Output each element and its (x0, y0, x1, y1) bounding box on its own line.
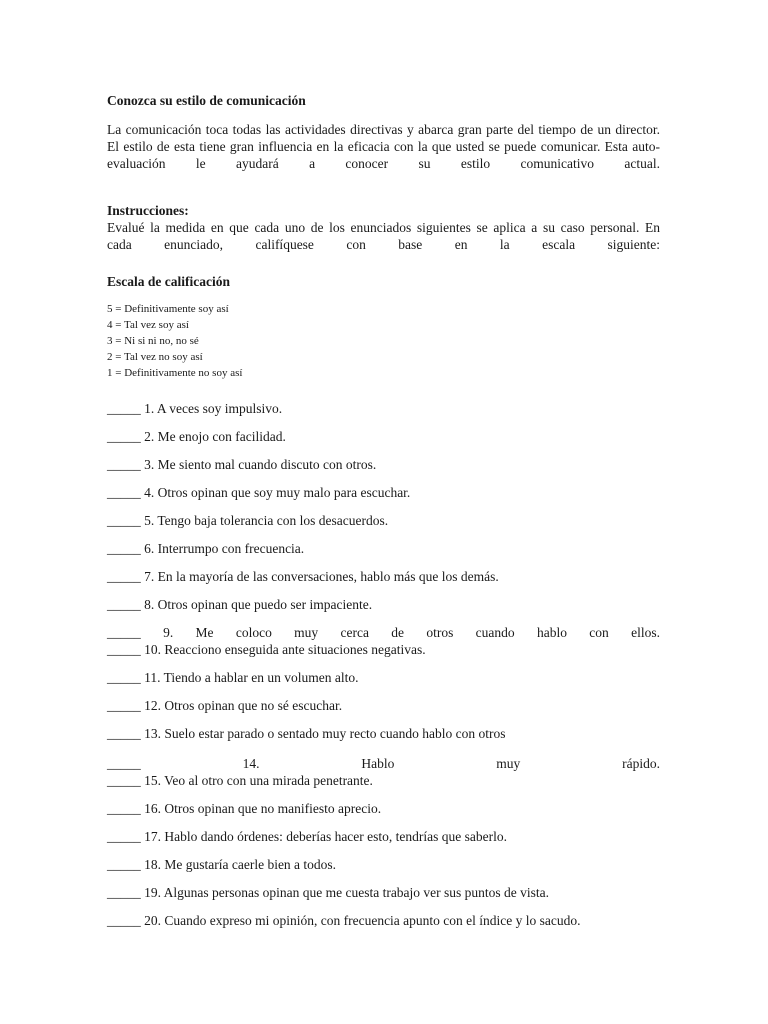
answer-blank[interactable]: _____ (107, 801, 141, 816)
statement-text: 15. Veo al otro con una mirada penetrante. (144, 773, 373, 788)
statement-item (107, 697, 660, 714)
scale-heading: Escala de calificación (107, 274, 230, 289)
statement-item (107, 568, 660, 585)
statement-text: 7. En la mayoría de las conversaciones, hablo más que los demás. (144, 569, 499, 584)
answer-blank[interactable]: _____ (107, 457, 141, 472)
statement-item (107, 725, 660, 742)
answer-blank[interactable]: _____ (107, 670, 141, 685)
statement-item (107, 624, 660, 641)
intro-line: evaluación le ayudará a conocer su estilo comunicativo actual. (107, 156, 660, 171)
statement-text: 2. Me enojo con facilidad. (144, 429, 286, 444)
answer-blank[interactable]: _____ (107, 857, 141, 872)
statement-item (107, 828, 660, 845)
statement-text: 19. Algunas personas opinan que me cuesta trabajo ver sus puntos de vista. (144, 885, 550, 900)
statement-text: 16. Otros opinan que no manifiesto aprecio. (144, 801, 382, 816)
scale-item: 3 = Ni si ni no, no sé (107, 335, 199, 347)
answer-blank[interactable]: _____ (107, 829, 141, 844)
intro-paragraph (107, 121, 660, 172)
statement-text: 11. Tiendo a hablar en un volumen alto. (144, 670, 359, 685)
statement-item (107, 669, 660, 686)
statement-item (107, 641, 660, 658)
statement-text: 13. Suelo estar parado o sentado muy recto cuando hablo con otros (144, 726, 506, 741)
answer-blank[interactable]: _____ (107, 569, 141, 584)
intro-line: El estilo de esta tiene gran influencia en la eficacia con la que usted se puede comunicar. Esta auto- (107, 139, 660, 154)
statement-item (107, 512, 660, 529)
statement-text: 17. Hablo dando órdenes: deberías hacer esto, tendrías que saberlo. (144, 829, 507, 844)
answer-blank[interactable]: _____ (107, 642, 141, 657)
answer-blank[interactable]: _____ (107, 726, 141, 741)
statement-text: 8. Otros opinan que puedo ser impaciente. (144, 597, 373, 612)
answer-blank[interactable]: _____ (107, 698, 141, 713)
page-title: Conozca su estilo de comunicación (107, 93, 306, 108)
statement-item (107, 428, 660, 445)
statement-text: 5. Tengo baja tolerancia con los desacuerdos. (144, 513, 389, 528)
scale-item: 4 = Tal vez soy así (107, 319, 189, 331)
answer-blank[interactable]: _____ (107, 541, 141, 556)
statement-item (107, 400, 660, 417)
statement-text: 9. Me coloco muy cerca de otros cuando hablo con ellos. (163, 625, 660, 640)
statement-item (107, 884, 660, 901)
scale-item: 2 = Tal vez no soy así (107, 351, 203, 363)
answer-blank[interactable]: _____ (107, 513, 141, 528)
statement-text: 20. Cuando expreso mi opinión, con frecuencia apunto con el índice y lo sacudo. (144, 913, 581, 928)
instructions-line: Evalué la medida en que cada uno de los enunciados siguientes se aplica a su caso personal. En (107, 220, 660, 235)
instructions-section (107, 203, 660, 253)
answer-blank[interactable]: _____ (107, 625, 141, 640)
statement-text: 10. Reacciono enseguida ante situaciones negativas. (144, 642, 426, 657)
answer-blank[interactable]: _____ (107, 597, 141, 612)
statement-item (107, 772, 660, 789)
intro-line: La comunicación toca todas las actividades directivas y abarca gran parte del tiempo de un director. (107, 122, 660, 137)
answer-blank[interactable]: _____ (107, 756, 141, 771)
answer-blank[interactable]: _____ (107, 913, 141, 928)
answer-blank[interactable]: _____ (107, 773, 141, 788)
answer-blank[interactable]: _____ (107, 401, 141, 416)
statement-item (107, 456, 660, 473)
statement-item (107, 484, 660, 501)
instructions-line: cada enunciado, califíquese con base en la escala siguiente: (107, 237, 660, 252)
answer-blank[interactable]: _____ (107, 485, 141, 500)
title-block (107, 93, 660, 109)
statement-text: 14. Hablo muy rápido. (242, 756, 661, 771)
statement-text: 4. Otros opinan que soy muy malo para escuchar. (144, 485, 411, 500)
scale-item: 1 = Definitivamente no soy así (107, 367, 243, 379)
statement-item (107, 755, 660, 772)
statement-item (107, 856, 660, 873)
scale-item: 5 = Definitivamente soy así (107, 303, 229, 315)
statement-item (107, 596, 660, 613)
statement-item (107, 540, 660, 557)
answer-blank[interactable]: _____ (107, 885, 141, 900)
statement-text: 12. Otros opinan que no sé escuchar. (144, 698, 343, 713)
statement-text: 18. Me gustaría caerle bien a todos. (144, 857, 337, 872)
instructions-heading: Instrucciones: (107, 203, 189, 218)
statement-item (107, 800, 660, 817)
scale-list (107, 301, 660, 381)
statement-text: 3. Me siento mal cuando discuto con otros. (144, 457, 377, 472)
statement-text: 1. A veces soy impulsivo. (144, 401, 283, 416)
statement-text: 6. Interrumpo con frecuencia. (144, 541, 305, 556)
answer-blank[interactable]: _____ (107, 429, 141, 444)
scale-section (107, 274, 660, 290)
statement-item (107, 912, 660, 929)
